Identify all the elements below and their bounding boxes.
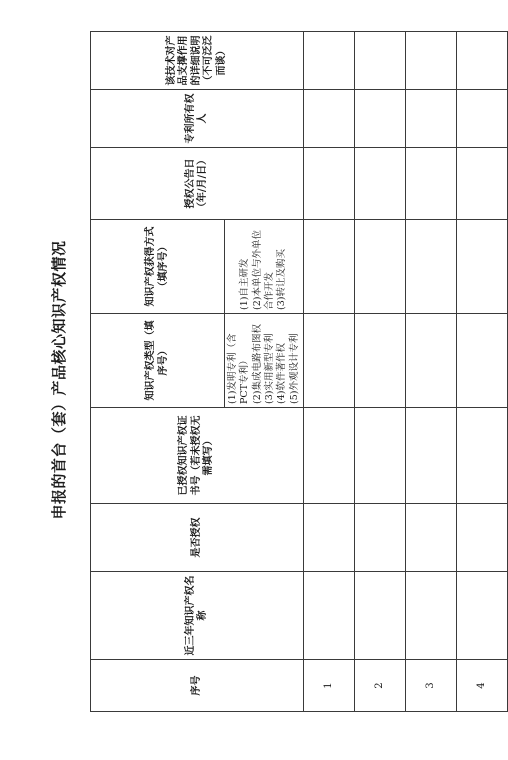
row-number: 2	[355, 660, 406, 712]
cell-acquisition[interactable]	[304, 220, 355, 314]
cell-ip-name[interactable]	[406, 572, 457, 660]
header-row	[91, 32, 225, 712]
cell-authorized[interactable]	[304, 504, 355, 572]
header-acquisition: 知识产权获得方式（填序号）	[91, 220, 225, 314]
cell-support[interactable]	[406, 32, 457, 90]
table-row	[457, 32, 508, 712]
acquisition-option: (1)自主研发	[239, 258, 251, 310]
cell-grant-date[interactable]	[457, 148, 508, 220]
cell-acquisition[interactable]	[457, 220, 508, 314]
table-row	[406, 32, 457, 712]
ip-type-option: (4)软件著作权	[276, 343, 288, 404]
cell-cert-no[interactable]	[355, 408, 406, 504]
header-authorized: 是否授权	[91, 504, 304, 572]
header-seq: 序号	[91, 660, 304, 712]
header-support: 该技术对产品支撑作用的详细说明（不可泛泛而谈）	[91, 32, 304, 90]
acquisition-option: (2)本单位与外单位合作开发	[251, 230, 276, 310]
cell-acquisition[interactable]	[355, 220, 406, 314]
header-ip-type: 知识产权类型（填序号）	[91, 314, 225, 408]
cell-grant-date[interactable]	[355, 148, 406, 220]
header-owner: 专利所有权人	[91, 90, 304, 148]
cell-authorized[interactable]	[406, 504, 457, 572]
cell-cert-no[interactable]	[457, 408, 508, 504]
header-cert-no: 已授权知识产权证书号（若未授权无需填写）	[91, 408, 304, 504]
ip-type-options	[225, 314, 304, 408]
cell-ip-type[interactable]	[406, 314, 457, 408]
cell-ip-name[interactable]	[355, 572, 406, 660]
table-row	[355, 32, 406, 712]
cell-acquisition[interactable]	[406, 220, 457, 314]
cell-ip-name[interactable]	[457, 572, 508, 660]
cell-support[interactable]	[304, 32, 355, 90]
cell-cert-no[interactable]	[304, 408, 355, 504]
ip-table	[90, 31, 508, 712]
cell-ip-name[interactable]	[304, 572, 355, 660]
cell-ip-type[interactable]	[355, 314, 406, 408]
row-number: 4	[457, 660, 508, 712]
page-title: 申报的首台（套）产品核心知识产权情况	[50, 240, 68, 520]
cell-grant-date[interactable]	[304, 148, 355, 220]
ip-type-option: (3)实用新型专利	[264, 333, 276, 404]
row-number: 3	[406, 660, 457, 712]
cell-owner[interactable]	[304, 90, 355, 148]
cell-authorized[interactable]	[457, 504, 508, 572]
cell-owner[interactable]	[355, 90, 406, 148]
cell-support[interactable]	[457, 32, 508, 90]
cell-authorized[interactable]	[355, 504, 406, 572]
header-grant-date: 授权公告日（年/月/日）	[91, 148, 304, 220]
cell-owner[interactable]	[406, 90, 457, 148]
cell-cert-no[interactable]	[406, 408, 457, 504]
ip-type-option: (1)发明专利（含PCT专利）	[227, 333, 251, 404]
ip-type-option: (5)外观设计专利	[288, 333, 300, 404]
row-number: 1	[304, 660, 355, 712]
cell-ip-type[interactable]	[457, 314, 508, 408]
cell-ip-type[interactable]	[304, 314, 355, 408]
acquisition-options	[225, 220, 304, 314]
table-row	[304, 32, 355, 712]
cell-owner[interactable]	[457, 90, 508, 148]
header-ip-name: 近三年知识产权名称	[91, 572, 304, 660]
cell-support[interactable]	[355, 32, 406, 90]
cell-grant-date[interactable]	[406, 148, 457, 220]
ip-type-option: (2)集成电路布图权	[251, 324, 263, 404]
acquisition-option: (3)转让及购买	[276, 249, 288, 310]
